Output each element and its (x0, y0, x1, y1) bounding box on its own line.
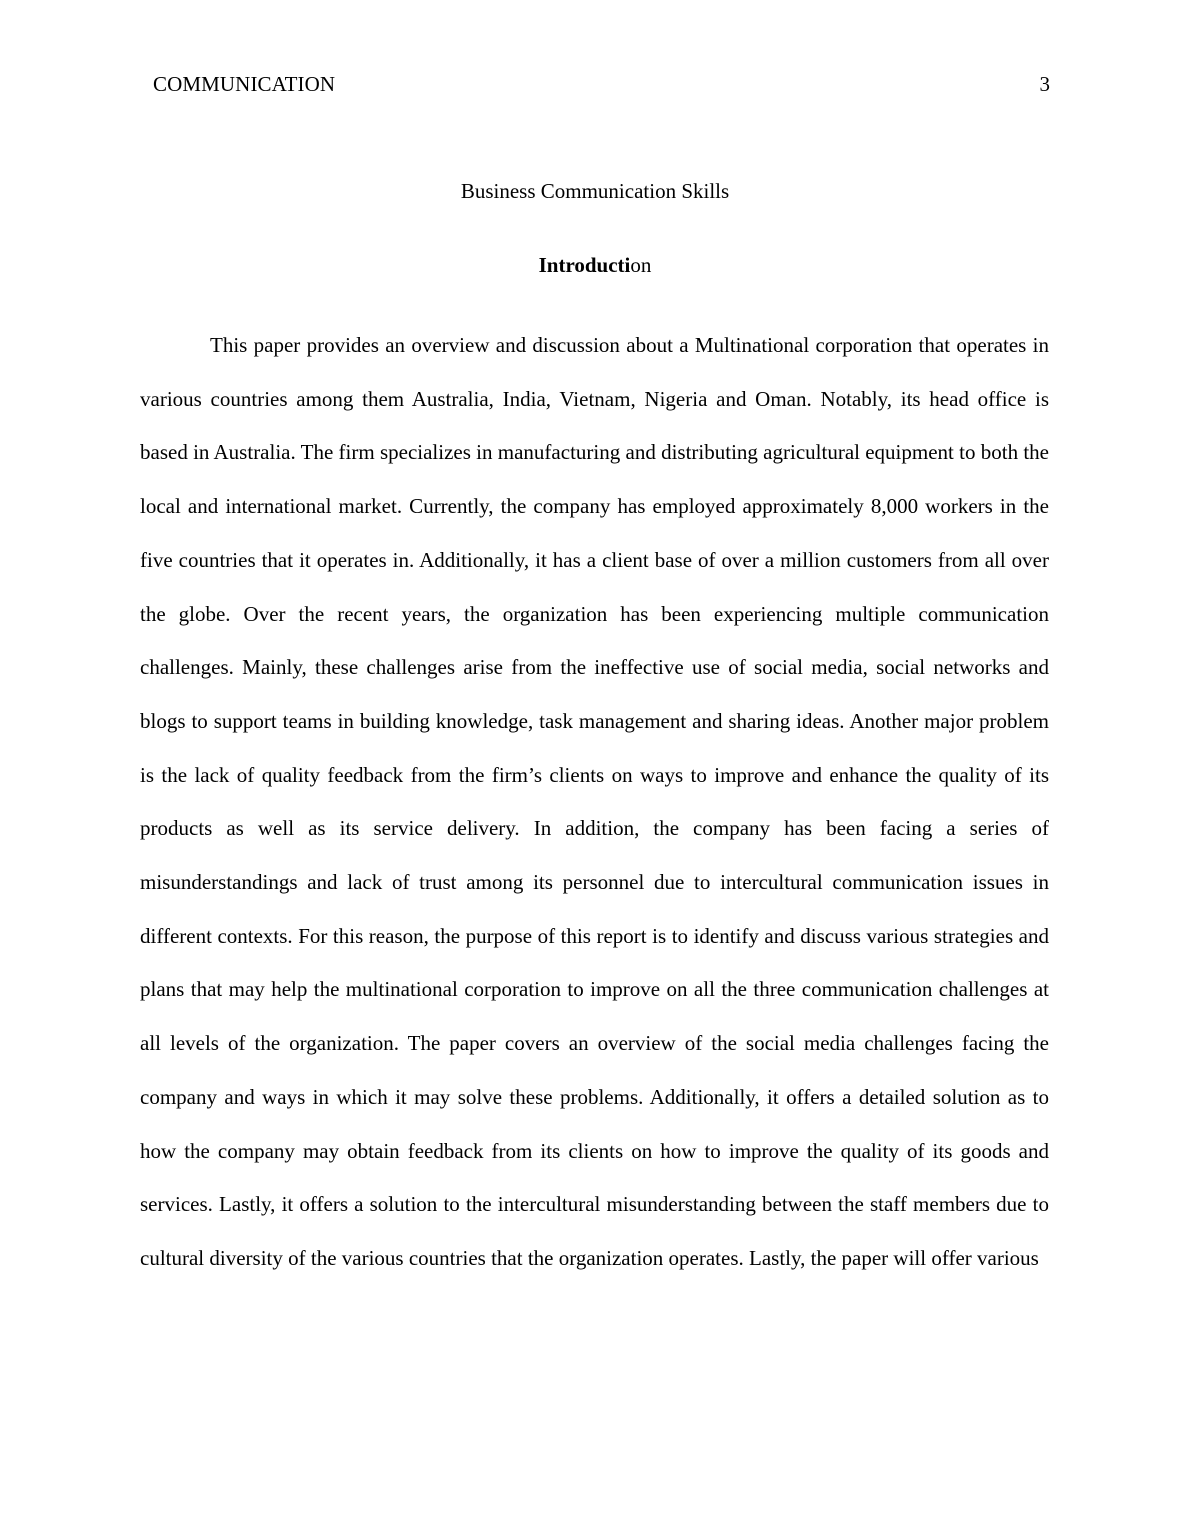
intro-paragraph: This paper provides an overview and discussion about a Multinational corporation that operates in various countries among them Australia, India, Vietnam, Nigeria and Oman. Notably, its head office is based in Australia. The firm specializes in manufacturing and distributing agricultural equipment to both the local and international market. Currently, the company has employed approximately 8,000 workers in the five countries that it operates in. Additionally, it has a client base of over a million customers from all over the globe. Over the recent years, the organization has been experiencing multiple communication challenges. Mainly, these challenges arise from the ineffective use of social media, social networks and blogs to support teams in building knowledge, task management and sharing ideas. Another major problem is the lack of quality feedback from the firm’s clients on ways to improve and enhance the quality of its products as well as its service delivery. In addition, the company has been facing a series of misunderstandings and lack of trust among its personnel due to intercultural communication issues in different contexts. For this reason, the purpose of this report is to identify and discuss various strategies and plans that may help the multinational corporation to improve on all the three communication challenges at all levels of the organization. The paper covers an overview of the social media challenges facing the company and ways in which it may solve these problems. Additionally, it offers a detailed solution as to how the company may obtain feedback from its clients on how to improve the quality of its goods and services. Lastly, it offers a solution to the intercultural misunderstanding between the staff members due to cultural diversity of the various countries that the organization operates. Lastly, the paper will offer various (140, 333, 1049, 1270)
section-heading-bold-part: Introducti (538, 253, 631, 277)
document-title: Business Communication Skills (460, 179, 730, 203)
running-head: COMMUNICATION (153, 72, 336, 96)
section-heading-regular-part: on (630, 253, 652, 277)
section-heading-introduction (0, 251, 1190, 279)
page-number: 3 (1039, 72, 1050, 96)
